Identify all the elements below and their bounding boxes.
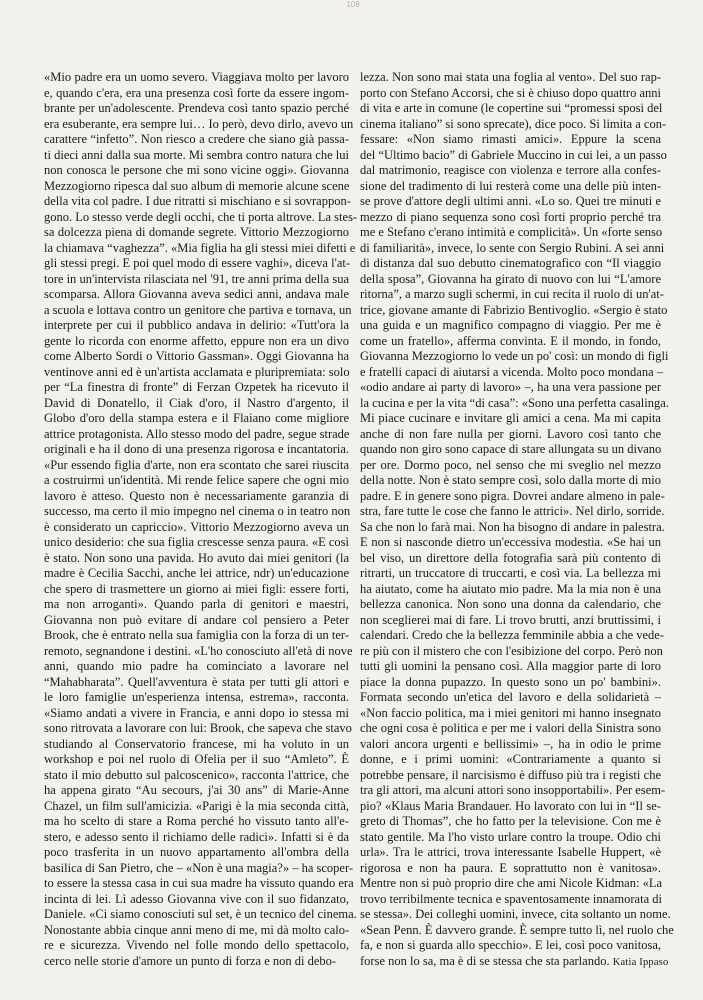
text-line: ma non arroganti». Quando parla di genitori e maestri, <box>44 597 349 611</box>
text-line: come Alberto Sordi o Vittorio Gassman». Oggi Giovanna ha <box>44 349 349 363</box>
text-line: di vita e arte in comune (le copertine sui “promessi sposi del <box>360 101 663 115</box>
text-line: a costruirmi un'identità. Mi rende felice sapere che ogni mio <box>44 473 349 487</box>
text-line: della vita col padre. I due ritratti si mischiano e si sovrappon- <box>44 194 351 208</box>
text-line: successo, ma certo il mio impegno nel cinema o in teatro non <box>44 504 351 518</box>
text-line: ma ho scelto di stare a Roma perché ho vissuto tanto all'e- <box>44 814 349 828</box>
text-line: incinta di lei. Lì adesso Giovanna vive con il suo fidanzato, <box>44 891 349 906</box>
text-line: le loro famiglie un'esperienza intensa, estrema», racconta. <box>44 690 349 704</box>
text-line: Giovanna Mezzogiorno lo vede un po' così: un mondo di figli <box>360 349 669 363</box>
text-line: ha appena girato “Au secours, j'ai 30 ans” di Marie-Anne <box>44 783 349 797</box>
text-line: remoto, segnandone i destini. «L'ho conosciuto all'età di nove <box>44 643 353 658</box>
text-line: basilica di San Pietro, che – «Non è una magia?» – ha scoper- <box>44 860 354 875</box>
text-line: “Mahabharata”. Quell'avventura è stata per tutti gli attori e <box>44 674 349 689</box>
text-line: tore in un'intervista rilasciata nel '91, tre anni prima della sua <box>44 271 349 286</box>
text-line: stato gentile. Ma l'ho visto urlare contro la troupe. Odio chi <box>360 829 661 844</box>
text-line: di distanza dal suo debutto cinematografico con “Il viaggio <box>360 256 661 270</box>
text-line: anni, quando mio padre ha cominciato a lavorare nel <box>44 659 349 673</box>
text-line: gono. Lo stesso verde degli occhi, che ti porta altrove. La stes- <box>44 209 358 224</box>
text-line: attrice protagonista. Allo stesso modo del padre, segue strade <box>44 426 350 441</box>
text-line: madre è Cecilia Sacchi, anche lei attrice, ndr) un'educazione <box>44 566 349 580</box>
text-line: Giovanna non può evitare di andare col pensiero a Peter <box>44 612 349 627</box>
article-column-right <box>360 70 674 969</box>
text-line: per ore. Dormo poco, nel senso che mi sveglio nel mezzo <box>360 457 661 472</box>
text-line: fa, e non si guarda allo specchio». E lei, così poco vanitosa, <box>360 938 661 952</box>
text-line: della notte. Non è stato sempre così, solo dalla morte di mio <box>360 473 661 487</box>
text-line: sione del tradimento di lui resterà come una delle più inten- <box>360 178 661 193</box>
text-line: studiando al Conservatorio francese, mi ha voluto in un <box>44 736 349 751</box>
text-line: stato il mio debutto sul palcoscenico», racconta l'attrice, che <box>44 767 349 782</box>
text-line: sono ritrovata a lavorare con lui: Brook, che sapeva che stavo <box>44 721 352 735</box>
text-line: E non si nasconde dietro un'eccessiva modestia. «Se hai un <box>360 535 661 549</box>
text-line: gli stessi pregi. E poi quel modo di essere vaghi», diceva l'at- <box>44 256 350 270</box>
text-line: to essere la stessa casa in cui sua madre ha vissuto quando era <box>44 876 354 890</box>
text-line: urla». Tra le attrici, trova interessante Isabelle Huppert, «è <box>360 845 661 859</box>
text-line: stra, fare tutte le cose che fanno le attrici». Nel dirlo, sorride. <box>360 504 665 518</box>
text-line: donne, e i primi uomini: «Contrariamente a quanto si <box>360 752 661 766</box>
text-line: una guida e un magnifico compagno di viaggio. Per me è <box>360 318 661 332</box>
text-line: come un fratello», afferma convinta. E il mondo, in fondo, <box>360 333 661 348</box>
text-line: trovo terribilmente tecnica e spaventosamente innamorata di <box>360 891 662 906</box>
text-line: della sposa”, Giovanna ha girato di nuovo con lui “L'amore <box>360 271 661 286</box>
text-line: calendari. Credo che la bellezza femminile abbia a che vede- <box>360 628 664 642</box>
text-line: la cucina e per la vita “di casa”: «Sono una perfetta casalinga. <box>360 395 669 410</box>
text-line: anche di non fare nulla per giorni. Lavoro così tanto che <box>360 426 661 441</box>
text-line: è stato. Non sono una pavida. Ho avuto dai miei genitori (la <box>44 550 349 565</box>
author-signature: Katia Ippaso <box>612 956 669 968</box>
text-line: «odio andare ai party di lavoro» –, ha una vera passione per <box>360 380 661 394</box>
text-line: ritrarti, un truccatore di truccarti, e così via. La bellezza mi <box>360 566 661 580</box>
text-line: Nonostante abbia cinque anni meno di me, mi dà molto calo- <box>44 922 350 937</box>
text-line: Mi piace cucinare e invitare gli amici a cena. Ma mi capita <box>360 411 661 425</box>
text-line: Mentre non si può proprio dire che ami Nicole Kidman: «La <box>360 876 663 890</box>
text-line: per “La finestra di fronte” di Ferzan Ozpetek ha ricevuto il <box>44 380 349 394</box>
text-line: fessare: «Non siamo rimasti amici». Eppure la scena <box>360 132 661 146</box>
text-line: Globo d'oro della stampa estera e il Flaiano come migliore <box>44 411 349 425</box>
text-line: pio? «Klaus Maria Brandauer. Ho lavorato con lui in “Il se- <box>360 798 661 813</box>
text-line: greto di Thomas”, che ho fatto per la televisione. Con me è <box>360 814 661 828</box>
text-line: «Non faccio politica, ma i miei genitori mi hanno insegnato <box>360 705 661 720</box>
text-line: re più con il mistero che con l'esibizione del corpo. Però non <box>360 643 663 658</box>
text-line: che ogni cosa è politica e per me i valori della Sinistra sono <box>360 721 661 735</box>
text-line: «Pur essendo figlia d'arte, non era scontato che sarei riuscita <box>44 457 349 472</box>
text-line: re e sicurezza. Vivendo nel folle mondo dello spettacolo, <box>44 938 349 952</box>
text-line: lezza. Non sono mai stata una foglia al vento». Del suo rap- <box>360 70 661 84</box>
text-line: Sa che non lo farà mai. Non ha bisogno di andare in palestra. <box>360 519 665 534</box>
text-line: a scuola e lottava contro un genitore che partiva e tornava, un <box>44 302 352 317</box>
text-line: tutti gli uomini la pensano così. Alla maggior parte di loro <box>360 659 661 673</box>
text-line: «Siamo andati a vivere in Francia, e anni dopo io stessa mi <box>44 705 349 720</box>
text-line: Chazel, un film sull'amicizia. «Parigi è la mia seconda città, <box>44 798 349 813</box>
text-line: quando non giro sono capace di stare allungata su un divano <box>360 442 662 456</box>
text-line: dal matrimonio, reagisce con violenza e terrore alla confes- <box>360 163 661 177</box>
text-line: tra gli attori, ma alcuni attori sono insopportabili». Per esem- <box>360 783 666 797</box>
text-line: potrebbe pensare, il narcisismo è diffuso più tra i registi che <box>360 767 661 782</box>
text-line: trice, giovane amante di Fabrizio Bentivoglio. «Sergio è stato <box>360 302 668 317</box>
text-line: del “Ultimo bacio” di Gabriele Muccino in cui lei, a un passo <box>360 147 667 162</box>
text-line: Formata secondo un'etica del lavoro e della solidarietà – <box>360 690 661 704</box>
text-line: Mezzogiorno ripesca dal suo album di memorie alcune scene <box>44 178 350 193</box>
text-line: gente lo ricorda con enorme affetto, eppure non era un divo <box>44 333 349 348</box>
text-line: la chiamava “vaghezza”. «Mia figlia ha gli stessi miei difetti e <box>44 240 356 255</box>
text-line: non sceglierei mai di fare. Li trovo brutti, anzi bruttissimi, i <box>360 612 661 627</box>
text-line: bellezza canonica. Non sono una donna da calendario, che <box>360 597 661 611</box>
text-line: Brook, che è entrato nella sua famiglia con la forza di un ter- <box>44 628 349 642</box>
text-line: piace la donna pupazzo. In questo sono un po' bambini». <box>360 674 661 689</box>
text-line: se stessa». Dei colleghi uomini, invece, cita soltanto un nome. <box>360 907 671 921</box>
text-line: era esuberante, era sempre lui… Io però, devo dirlo, avevo un <box>44 116 354 131</box>
text-line: interprete per cui il pubblico andava in delirio: «Tutt'ora la <box>44 318 349 332</box>
text-line: ventinove anni ed è un'artista acclamata e pluripremiata: solo <box>44 364 350 379</box>
text-line: se prove d'attore degli ultimi anni. «Lo so. Quei tre minuti e <box>360 194 661 208</box>
text-line: padre. E in genere sono pigra. Dovrei andare almeno in pale- <box>360 488 665 503</box>
text-line: poco trasferita in un nuovo appartamento all'ombra della <box>44 845 349 859</box>
text-line: David di Donatello, il Ciak d'oro, il Nastro d'argento, il <box>44 395 349 410</box>
text-line: ritorna”, a marzo sugli schermi, in cui recita il ruolo di un'at- <box>360 287 664 301</box>
text-line: «Sean Penn. È davvero grande. È sempre tutto lì, nel ruolo che <box>360 922 674 937</box>
text-line: «Mio padre era un uomo severo. Viaggiava molto per lavoro <box>44 70 349 84</box>
text-line: mezzo di piano sequenza sono così forti proprio perché tra <box>360 209 661 224</box>
text-line: lavoro è atteso. Questo non è necessariamente garanzia di <box>44 488 349 503</box>
text-line: unico desiderio: che sua figlia crescesse senza paura. «E così <box>44 535 349 549</box>
text-line: e, quando c'era, era una presenza così forte da essere ingom- <box>44 85 349 100</box>
text-line: porto con Stefano Accorsi, che si è chiuso dopo quattro anni <box>360 85 661 100</box>
text-line: workshop e poi nel ruolo di Ofelia per il suo “Amleto”. È <box>44 752 349 766</box>
text-line: di familiarità», invece, lo sente con Sergio Rubini. A sei anni <box>360 240 665 255</box>
text-line: brante per un'adolescente. Prendeva così tanto spazio perché <box>44 101 349 115</box>
text-line: originali e ha il dono di una presenza rigorosa e incantatoria. <box>44 442 349 456</box>
text-line: non conosca le persone che mi sono vicine oggi». Giovanna <box>44 163 349 177</box>
text-line: cinema italiano” si sono sprecate), dice poco. Si limita a con- <box>360 116 667 131</box>
text-line: ha aiutato, come ha aiutato mio padre. Ma la mia non è una <box>360 581 661 596</box>
page-number: 108 <box>346 0 360 9</box>
text-line: stero, e adesso sento il richiamo delle radici». Infatti si è da <box>44 829 349 844</box>
text-line: me e Stefano c'erano intimità e complicità». Un «forte senso <box>360 225 663 239</box>
text-line: bel viso, un direttore della fotografia sarà più contento di <box>360 550 661 565</box>
text-line: carattere “infetto”. Non riesco a credere che siano già passa- <box>44 132 349 146</box>
text-line: valori ancora urgenti e bellissimi» –, ha in odio le prime <box>360 736 661 751</box>
text-line: rigorosa e non ha paura. E soprattutto non è vanitosa». <box>360 860 661 875</box>
text-line: scomparsa. Allora Giovanna aveva sedici anni, andava male <box>44 287 349 301</box>
text-line: cerco nelle storie d'amore un punto di forza e non di debo- <box>44 953 337 968</box>
text-line: forse non lo sa, ma è di se stessa che sta parlando. Katia Ippaso <box>360 953 669 968</box>
text-line: Daniele. «Ci siamo conosciuti sul set, è un tecnico del cinema. <box>44 907 357 921</box>
text-line: ti dieci anni dalla sua morte. Mi sembra contro natura che lui <box>44 147 349 162</box>
text-line: sa dolcezza piena di domande segrete. Vittorio Mezzogiorno <box>44 225 349 239</box>
text-line: e fratelli capaci di aiutarsi a vicenda. Molto poco mondana – <box>360 364 664 379</box>
text-line: è considerato un capriccio». Vittorio Mezzogiorno aveva un <box>44 519 349 534</box>
text-line: che spero di trasmettere un giorno ai miei figli: essere forti, <box>44 581 349 596</box>
article-column-left <box>44 70 358 969</box>
